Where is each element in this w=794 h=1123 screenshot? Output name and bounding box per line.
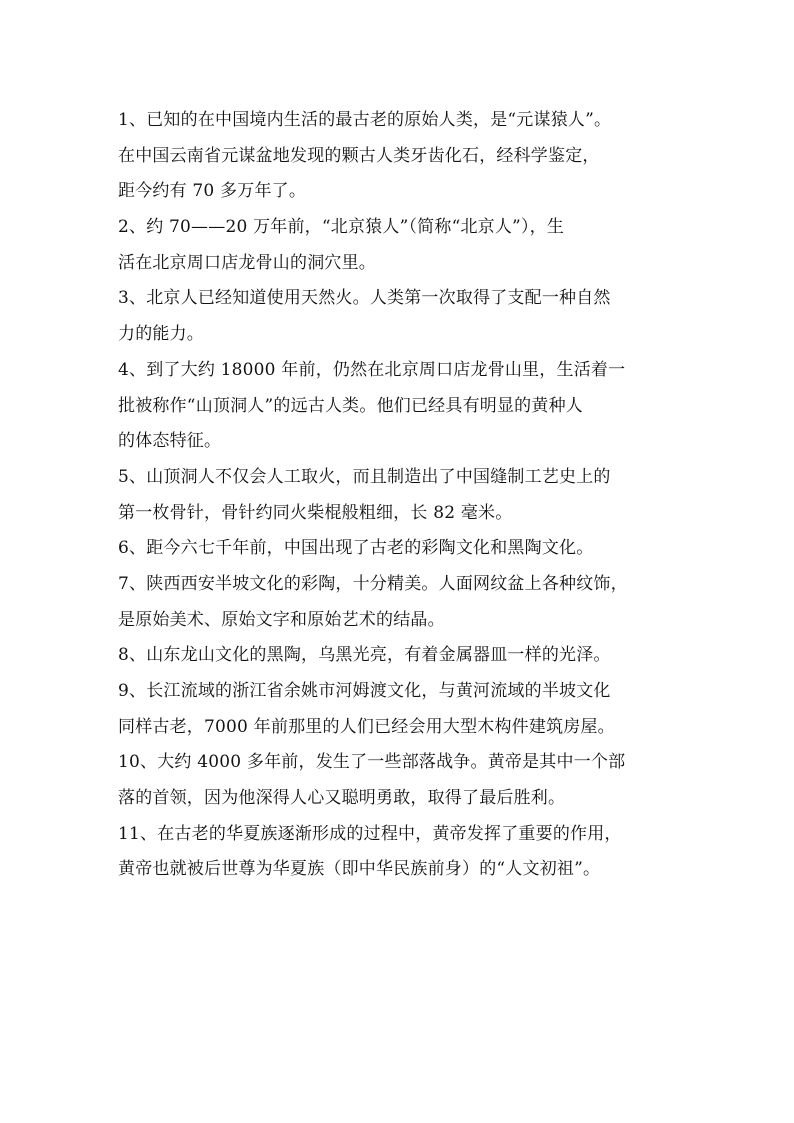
document-body — [118, 103, 698, 888]
text-line-16: 8、山东龙山文化的黑陶，乌黑光亮，有着金属器皿一样的光泽。 — [118, 645, 611, 666]
text-line-20: 落的首领，因为他深得人心又聪明勇敢，取得了最后胜利。 — [118, 788, 566, 809]
text-line-13: 6、距今六七千年前，中国出现了古老的彩陶文化和黑陶文化。 — [118, 538, 594, 559]
text-line-19: 10、大约 4000 多年前，发生了一些部落战争。黄帝是其中一个部 — [118, 752, 626, 773]
text-line-7: 力的能力。 — [118, 324, 204, 345]
text-line-3: 距今约有 70 多万年了。 — [118, 181, 307, 202]
text-line-5: 活在北京周口店龙骨山的洞穴里。 — [118, 252, 376, 273]
text-line-14: 7、陕西西安半坡文化的彩陶，十分精美。人面网纹盆上各种纹饰， — [118, 573, 628, 594]
text-line-6: 3、北京人已经知道使用天然火。人类第一次取得了支配一种自然 — [118, 288, 611, 309]
text-line-10: 的体态特征。 — [118, 431, 222, 452]
text-line-4: 2、约 70——20 万年前，“北京猿人”（简称“北京人”），生 — [118, 217, 565, 238]
text-line-9: 批被称作“山顶洞人”的远古人类。他们已经具有明显的黄种人 — [118, 395, 583, 416]
text-line-11: 5、山顶洞人不仅会人工取火，而且制造出了中国缝制工艺史上的 — [118, 466, 611, 487]
text-line-1: 1、已知的在中国境内生活的最古老的原始人类，是“元谋猿人”。 — [118, 110, 612, 130]
text-line-15: 是原始美术、原始文字和原始艺术的结晶。 — [118, 609, 445, 630]
text-line-22: 黄帝也就被后世尊为华夏族（即中华民族前身）的“人文初祖”。 — [118, 859, 601, 880]
text-line-17: 9、长江流域的浙江省余姚市河姆渡文化，与黄河流域的半坡文化 — [118, 681, 611, 701]
text-line-12: 第一枚骨针，骨针约同火柴棍般粗细，长 82 毫米。 — [118, 502, 513, 523]
text-line-21: 11、在古老的华夏族逐渐形成的过程中，黄帝发挥了重要的作用， — [118, 823, 622, 844]
text-line-8: 4、到了大约 18000 年前，仍然在北京周口店龙骨山里，生活着一 — [118, 359, 626, 380]
text-line-2: 在中国云南省元谋盆地发现的颗古人类牙齿化石，经科学鉴定， — [118, 145, 600, 166]
text-line-18: 同样古老，7000 年前那里的人们已经会用大型木构件建筑房屋。 — [118, 716, 615, 737]
